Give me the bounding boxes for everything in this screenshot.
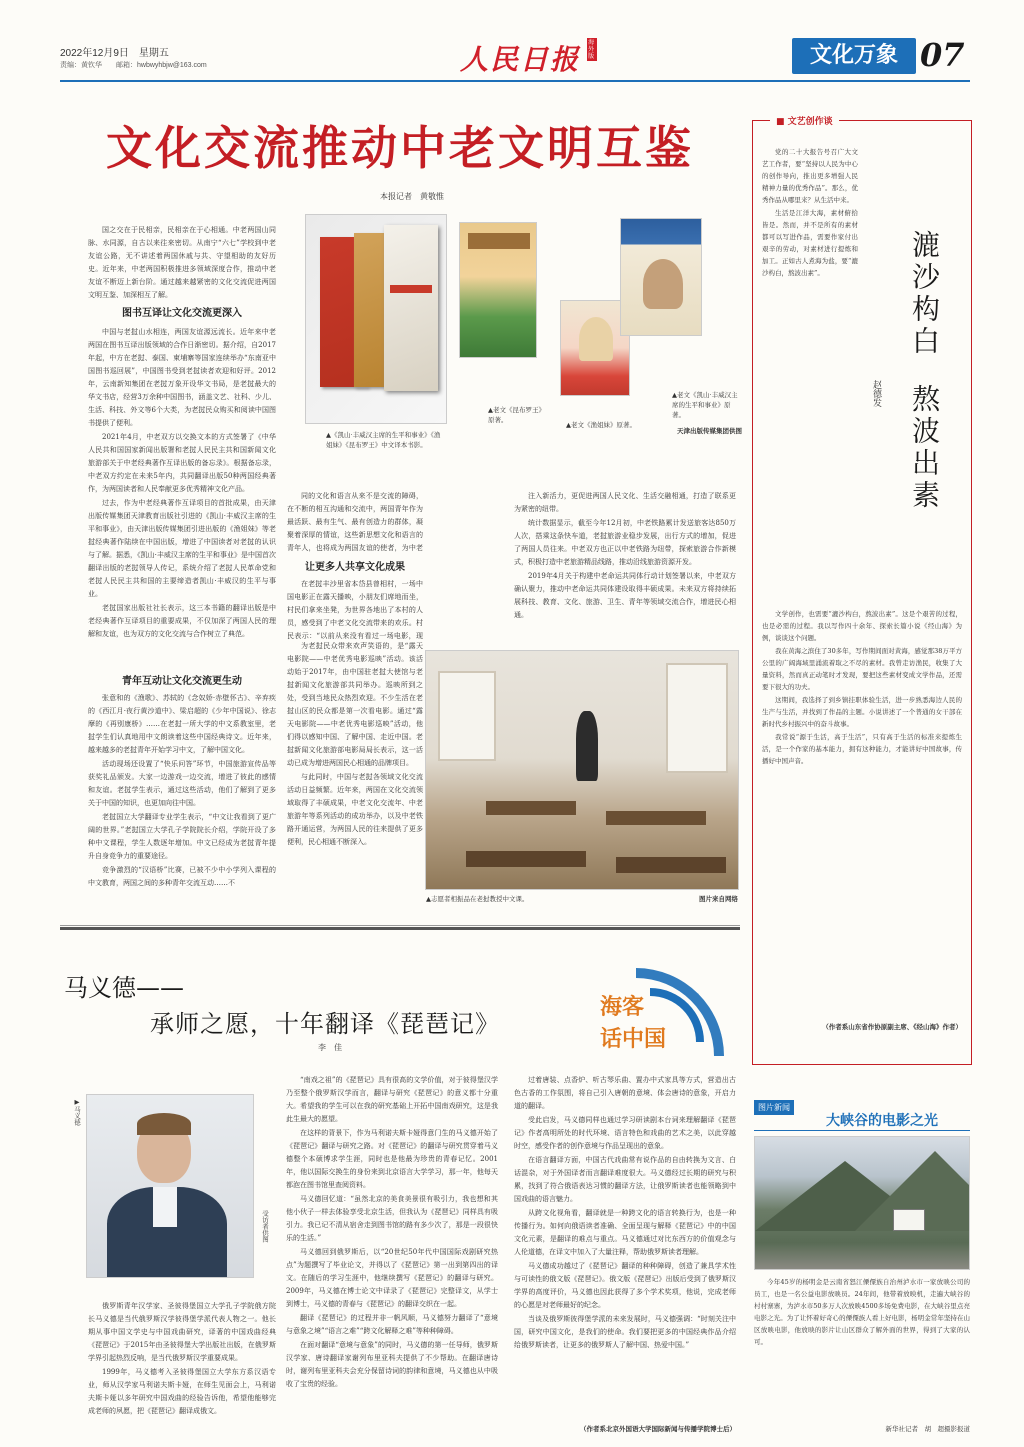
section1-title: 图书互译让文化交流更深入 — [122, 308, 242, 319]
lead-paragraph: 2019年4月关于构建中老命运共同体行动计划签署以来，中老双方确认聚力，推动中老命运共同体建设取得丰硕成果。未来双方将持续拓展科技、教育、文化、旅游、卫生、青年等领域交流合作，增进民心相通。 — [514, 572, 736, 619]
masthead-rule — [60, 80, 970, 82]
section1-paragraph: 中国与老挝山水相连，两国友谊源远流长。近年来中老两国在图书互译出版领域的合作日渐密切。据介绍，自2017年起，中方在老挝、泰国、柬埔寨等国家连续举办“东南亚中国图书巡回展”，中国图书受到老挝读者欢迎和好评。2012年，云南新知集团在老挝万象开设华文书局，是老挝最大的华文书店，经营3万余种中国图书，涵盖文艺、社科、少儿、生活、科技、外文等6个大类，为老挝民众购买和阅读中国图书提供了便利。 — [88, 328, 276, 427]
canyon-photo — [754, 1136, 970, 1270]
book-covers-photo — [305, 214, 447, 424]
lead-column-1b — [88, 326, 276, 668]
sidebar-title-2: 熬波出素 — [908, 384, 941, 512]
portrait-shirt — [153, 1187, 177, 1227]
feature-paragraph: 受此启发，马义德同样也通过学习研读剧本台词来理解翻译《琵琶记》作者高明所处的时代环境、语言特色和戏曲的艺术之美，以此穿越时空，感受作者的创作意境与作品呈现出的意象。 — [514, 1116, 736, 1150]
column-brand-line2: 话中国 — [600, 1027, 667, 1052]
sidebar-paragraph: 党的二十大报告号召广大文艺工作者，要“坚持以人民为中心的创作导向，推出更多增强人民精神力量的优秀作品”。那么，优秀作品从哪里来？从生活中来。 — [762, 148, 858, 204]
paper-logo — [460, 38, 660, 74]
classroom-photo-caption: ▲志愿者相振品在老挝教授中文课。 — [426, 895, 529, 903]
masthead — [60, 38, 970, 78]
feature-paragraph: 翻译《琵琶记》的过程并非一帆风顺，马义德努力翻译了“意境与意象之境”“语言之难”“跨文化解释之难”等种种障碍。 — [286, 1314, 498, 1335]
portrait-hair — [137, 1113, 191, 1135]
photo-news-rule — [754, 1130, 970, 1131]
sidebar-title-1: 漉沙构白 — [908, 230, 941, 358]
editor-info: 责编：黄钦华 邮箱：hwbwyhbjw@163.com — [60, 62, 207, 69]
section-label: 文化万象 — [792, 38, 916, 74]
section2-paragraph: 活动现场还设置了“快乐问答”环节，中国旅游宣传品等获奖礼品颁发。大家一边游戏一边交流，增进了彼此的感情和友谊。老挝学生表示，通过这些活动，他们了解到了更多关于中国的知识，也更加向往中国。 — [88, 760, 276, 807]
photo-news-title: 大峡谷的电影之光 — [826, 1113, 938, 1129]
feature-paragraph: 从跨文化视角看，翻译就是一种跨文化的语言转换行为，也是一种传播行为。如何向俄语读者准确、全面呈现与解释《琵琶记》中的中国文化元素，是翻译的难点与重点。马义德通过对比东西方的价值观念与人伦道德，在译文中加入了大量注释，帮助俄罗斯读者理解。 — [514, 1209, 736, 1256]
lead-paragraph: 统计数据显示，截至今年12月初，中老铁路累计发送旅客达850万人次，搭乘这条快车道，老挝旅游业稳步发展，出行方式的增加，促进了两国人员往来。中老双方也正以中老铁路为纽带，探索旅游合作新模式，积极打造中老旅游精品线路，推动沿线旅游资源开发。 — [514, 519, 736, 566]
section-divider-bold — [60, 927, 740, 930]
book-photo-credit: 天津出版传媒集团供图 — [677, 427, 742, 435]
section3-paragraph: 在老挝丰沙里省本岱县曾相村，一场中国电影正在露天播映，小朋友们席地而坐，村民们拿来坐凳，为世界各地出了本村的人员，感受到了中老文化交流带来的欢乐。村民表示：“以前从来没有看过一场电影，现 — [287, 580, 423, 640]
classroom-window — [666, 663, 728, 773]
book-caption-translations: ▲《凯山·丰威汉主席的生平和事业》《渔姐妹》《昆布罗王》中文译本书影。 — [326, 431, 441, 449]
classroom-photo — [425, 650, 739, 890]
sidebar-author: 赵德发 — [871, 380, 881, 407]
movie-screen — [893, 1209, 925, 1231]
feature-name: 马义德—— — [64, 974, 184, 1002]
lead-paragraph: 注入新活力，更促进两国人民文化、生活交融相通，打造了联系更为紧密的纽带。 — [514, 492, 736, 513]
sidebar-column-label: ■ 文艺创作谈 — [770, 114, 839, 127]
sidebar-text-top — [762, 146, 858, 606]
feature-paragraph: 在这样的背景下，作为马利诺夫斯卡娅得意门生的马义德开始了《琵琶记》翻译与研究之路。对《琵琶记》的翻译与研究贯穿着马义德整个本硕博求学生涯，同时也是他最为珍贵的青春记忆。2001年，他以国际交换生的身份来到北京语言大学学习，那一年，他每天都泡在图书馆里查阅资料。 — [286, 1129, 498, 1189]
page-number: 07 — [920, 36, 965, 74]
sidebar-text-bottom — [762, 608, 962, 1028]
column-brand-line1: 海客 — [600, 995, 645, 1020]
portrait-credit: 受访者供图 — [261, 1210, 269, 1243]
feature-column-1 — [88, 1300, 276, 1428]
lead-column-2b — [287, 578, 423, 640]
lead-intro: 国之交在于民相亲，民相亲在于心相通。中老两国山同脉、水同源，自古以来往来密切。从南宁“六七”学校到中老友谊公路，无不讲述着两国休戚与共、守望相助的友好历史。近年来，中老两国积极推进多领域深度合作，推动中老友谊不断迈上新台阶。通过越来越紧密的文化交流促进两国文明互鉴、加深相互了解。 — [88, 226, 276, 299]
classroom-desk — [606, 811, 706, 825]
feature-column-3 — [514, 1074, 736, 1422]
classroom-desk — [616, 857, 726, 873]
section3-title: 让更多人共享文化成果 — [305, 562, 405, 573]
lead-column-2c — [287, 640, 423, 910]
sidebar-paragraph: 这期间，我选择了到乡镇挂职体验生活，进一步熟悉海边人民的生产与生活，并找到了作品的主题。小说讲述了一个普通的女干部在新时代乡村振兴中的奋斗故事。 — [762, 696, 962, 728]
book-caption-fish-sisters: ▲老文《渔姐妹》原著。 — [566, 421, 636, 429]
section1-paragraph: 2021年4月，中老双方以交换文本的方式签署了《中华人民共和国国家新闻出版署和老挝人民民主共和国新闻文化旅游部关于中老经典著作互译出版的备忘录》。根据备忘录，中老双方约定在未来5年内，共同翻译出版50种两国经典著作，为两国读者和人民奉献更多优秀精神文化产品。 — [88, 433, 276, 493]
sidebar-author-note: （作者系山东省作协原副主席、《经山海》作者） — [822, 1023, 962, 1031]
kaysone-biography-cover — [620, 218, 702, 336]
feature-headline: 承师之愿，十年翻译《琵琶记》 — [150, 1010, 500, 1038]
sidebar-paragraph: 我在黄海之滨住了30多年，写作期间面对黄海，感觉那38万平方公里的广阔海域里涌流着取之不尽的素材。我曾走访渔民，收集了大量资料，然而真正动笔时才发现，要把这些素材变成文学作品，还需要下很大的功夫。 — [762, 647, 962, 691]
lead-column-1 — [88, 224, 276, 303]
feature-paragraph: 马义德成功越过了《琵琶记》翻译的种种障碍，创造了兼具学术性与可读性的俄文版《琵琶记》。俄文版《琵琶记》出版后受到了俄罗斯汉学界的高度评价，马义德也因此获得了多个学术奖项，他说，完成老师的心愿是对老师最好的纪念。 — [514, 1262, 736, 1309]
feature-paragraph: 马义德回到俄罗斯后，以“20世纪50年代中国国际戏剧研究热点”为题撰写了毕业论文，并得以了《琵琶记》第一出到第四出的译文。在随后的学习生涯中，他继续撰写《琵琶记》的翻译与研究。2009年，马义德在博士论文中译录了《琵琶记》完整译文，从学士到博士，马义德的青春与《琵琶记》的翻译交织在一起。 — [286, 1248, 498, 1308]
lead-column-3 — [514, 490, 736, 640]
book-cover — [384, 225, 438, 391]
portrait-caption: ▶马义德 — [73, 1098, 81, 1126]
column-brand — [600, 968, 734, 1060]
section1-paragraph: 老挝国家出版社社长表示，这三本书籍的翻译出版是中老经典著作互译项目的重要成果，不仅加深了两国人民的理解和友谊，也为双方的文化交流与合作树立了典范。 — [88, 604, 276, 638]
classroom-window — [438, 671, 496, 761]
feature-paragraph: 马义德回忆道：“虽然北京的美食美景很有吸引力，我也想和其他小伙子一样去体验享受北京生活，但我认为《琵琶记》同样具有吸引力。我已记不清从宿舍走到图书馆的路有多少次了，那是一段很快乐的生活。” — [286, 1195, 498, 1242]
feature-paragraph: 1999年，马义德考入圣彼得堡国立大学东方系汉语专业，师从汉学家马利诺夫斯卡娅，在师生见面会上，马利诺夫斯卡娅以多年研究中国戏曲的经验告诉他，希望他能够完成老师的夙愿，把《琵琶记》翻译成俄文。 — [88, 1368, 276, 1415]
section3-paragraph: 与此同时，中国与老挝各领域文化交流活动日益频繁。近年来，两国在文化交流领域取得了丰硕成果，中老文化交流年、中老旅游年等系列活动的成功举办，以及中老铁路开通运营，为两国人民的往来提供了更多便利，民心相通不断深入。 — [287, 773, 423, 846]
section2-paragraph: 老挝国立大学翻译专业学生表示，“中文让我看到了更广阔的世界。”老挝国立大学孔子学院院长介绍，学院开设了多种中文课程，学生人数逐年增加。中文已经成为老挝青年提升自身竞争力的重要途径。 — [88, 813, 276, 860]
sidebar-paragraph: 我常说“源于生活，高于生活”，只有高于生活的标准来提炼生活，是一个作家的基本能力，拥有这种能力，才能讲好中国故事，传播好中国声音。 — [762, 733, 962, 765]
paper-name: 人民日报 — [460, 43, 581, 76]
teacher-figure — [576, 711, 598, 781]
lead-byline: 本报记者 黄敬惟 — [380, 192, 444, 201]
publication-date: 2022年12月9日 星期五 — [60, 48, 169, 59]
lead-column-2 — [287, 490, 423, 556]
sidebar-paragraph: 生活是江洋大海，素材俯拾皆是。然而，并不是所有的素材都可以写进作品，需要作家付出艰辛的劳动，对素材进行提炼和加工。正如古人煮海为盐，要“漉沙构白，熬波出素”。 — [762, 209, 858, 277]
feature-paragraph: “南戏之祖”的《琵琶记》具有很高的文学价值，对于彼得堡汉学乃至整个俄罗斯汉学而言，翻译与研究《琵琶记》的意义都十分重大。希望我的学生可以在我的研究基础上开拓中国南戏研究，这是我此生最大的愿望。 — [286, 1076, 498, 1123]
sidebar-paragraph: 文学创作，也需要“漉沙构白，熬波出素”。这是个艰苦的过程，也是必需的过程。我以写作四十余年、探索长篇小说《经山海》为例，谈谈这个问题。 — [762, 610, 962, 642]
book-caption-khun-borom: ▲老文《昆布罗王》原著。 — [488, 406, 545, 424]
section2-paragraph: 张意和的《渔歌》、苏轼的《念奴娇·赤壁怀古》、辛弃疾的《西江月·夜行黄沙道中》、梁启超的《少年中国说》、徐志摩的《再别康桥》……在老挝一所大学的中文系教室里，老挝学生们认真地用中文朗读着这些中国经典诗文。近年来，越来越多的老挝青年开始学习中文，了解中国文化。 — [88, 694, 276, 754]
feature-paragraph: 在面对翻译“意境与意象”的同时，马义德的第一任导师，俄罗斯汉学家、唐诗翻译家谢列布里亚科夫提供了不少帮助。在翻译唐诗时，谢列布里亚科夫会充分保留诗词的韵律和意境，马义德也从中吸收了宝贵的经验。 — [286, 1341, 498, 1388]
feature-paragraph: 过着唐装、点香炉、听古琴乐曲、置办中式家具等方式，营造出古色古香的工作氛围，将自己引入唐朝的意境、体会唐诗的意象，开启力道的翻译。 — [514, 1076, 736, 1110]
photo-news-credit: 新华社记者 胡 超摄影报道 — [885, 1425, 970, 1433]
classroom-desk — [466, 851, 586, 867]
portrait-photo — [86, 1094, 254, 1278]
section2-title: 青年互动让文化交流更生动 — [122, 676, 242, 687]
photo-news-text: 今年45岁的杨明金是云南省怒江傈僳族自治州泸水市一家放映公司的员工，也是一名公益电影放映员。24年间，他带着放映机，走遍大峡谷的村村寨寨，为泸水市50多万人次放映4500多场免费电影，在大峡谷里点亮电影之光。为了让怀着好奇心的傈僳族人看上好电影，杨明金常年坚持在山区放映电影，他放映的影片让山区群众了解外面的世界，得到了大家的认可。 — [754, 1278, 970, 1346]
classroom-photo-credit: 图片来自网络 — [699, 895, 738, 903]
feature-author-note: （作者系北京外国语大学国际新闻与传播学院博士后） — [580, 1425, 736, 1433]
section1-paragraph: 过去，作为中老经典著作互译项目的首批成果，由天津出版传媒集团天津教育出版社引进的《凯山·丰威汉主席的生平和事业》，由天津出版传媒集团引进出版的《渔姐妹》等老挝经典著作陆续在中国出版，增进了中国读者对老挝的认识与了解。据悉，《凯山·丰威汉主席的生平和事业》是中国首次翻译出版的老挝领导人传记，系统介绍了老挝人民革命党和老挝人民民主共和国的主要缔造者凯山·丰威汉的生平与事业。 — [88, 499, 276, 598]
lead-paragraph: 同的文化和语言从来不是交流的障碍，在不断的相互沟通和交流中，两国青年作为最活跃、最有生气、最有创造力的群体，凝聚着深厚的情谊，这些新思想文化和语言的青年人，也将成为两国友谊的使者，为中老 — [287, 492, 423, 552]
section2-paragraph: 竞争激烈的“汉语桥”比赛，已被不少中小学列入课程的中文教育，两国之间的多种青年交流互动……不 — [88, 866, 276, 887]
feature-column-2 — [286, 1074, 498, 1430]
feature-paragraph: 当谈及俄罗斯彼得堡学派的未来发展时，马义德强调：“时刻关注中国，研究中国文化，是我们的使命。我们要把更多的中国经典作品介绍给俄罗斯读者，让更多的俄罗斯人了解中国、热爱中国。” — [514, 1315, 736, 1349]
book-caption-kaysone: ▲老文《凯山·丰威汉主席的生平和事业》原著。 — [672, 391, 738, 419]
khun-borom-cover — [459, 222, 537, 358]
lead-headline: 文化交流推动中老文明互鉴 — [106, 121, 694, 175]
section-divider — [60, 925, 740, 926]
lead-column-1c — [88, 692, 276, 914]
classroom-desk — [486, 801, 576, 815]
feature-byline: 李 佳 — [318, 1043, 342, 1052]
paper-edition: 海外版 — [587, 38, 597, 61]
section3-paragraph: 为老挝民众带来欢声笑语的，是“露天电影院——中老优秀电影巡映”活动。该活动始于2017年，由中国驻老挝大使馆与老挝新闻文化旅游部共同举办。巡映所到之处，受到当地民众热烈欢迎。不少生活在老挝山区的民众都是第一次看电影。通过“露天电影院——中老优秀电影巡映”活动，他们得以感知中国、了解中国、走近中国。老挝新闻文化旅游部电影局局长表示，这一活动已成为增进两国民心相通的品牌项目。 — [287, 642, 423, 767]
feature-paragraph: 在语言翻译方面，中国古代戏曲常有说作品的自由转换为文言、白话混杂，对于外国译者而言翻译难度很大。马义德经过长期的研究与积累，找到了符合俄语表达习惯的翻译方法，让俄罗斯读者也能领略到中国戏曲的语言魅力。 — [514, 1156, 736, 1203]
feature-paragraph: 俄罗斯青年汉学家、圣彼得堡国立大学孔子学院俄方院长马义德是当代俄罗斯汉学彼得堡学派代表人物之一。他长期从事中国文学史与中国戏曲研究，译著的中国戏曲经典《琵琶记》于2015年由圣彼得堡大学出版社出版，在俄罗斯学界引起热烈反响，是当代俄罗斯汉学重要成果。 — [88, 1302, 276, 1362]
photo-news-label: 图片新闻 — [754, 1100, 794, 1115]
